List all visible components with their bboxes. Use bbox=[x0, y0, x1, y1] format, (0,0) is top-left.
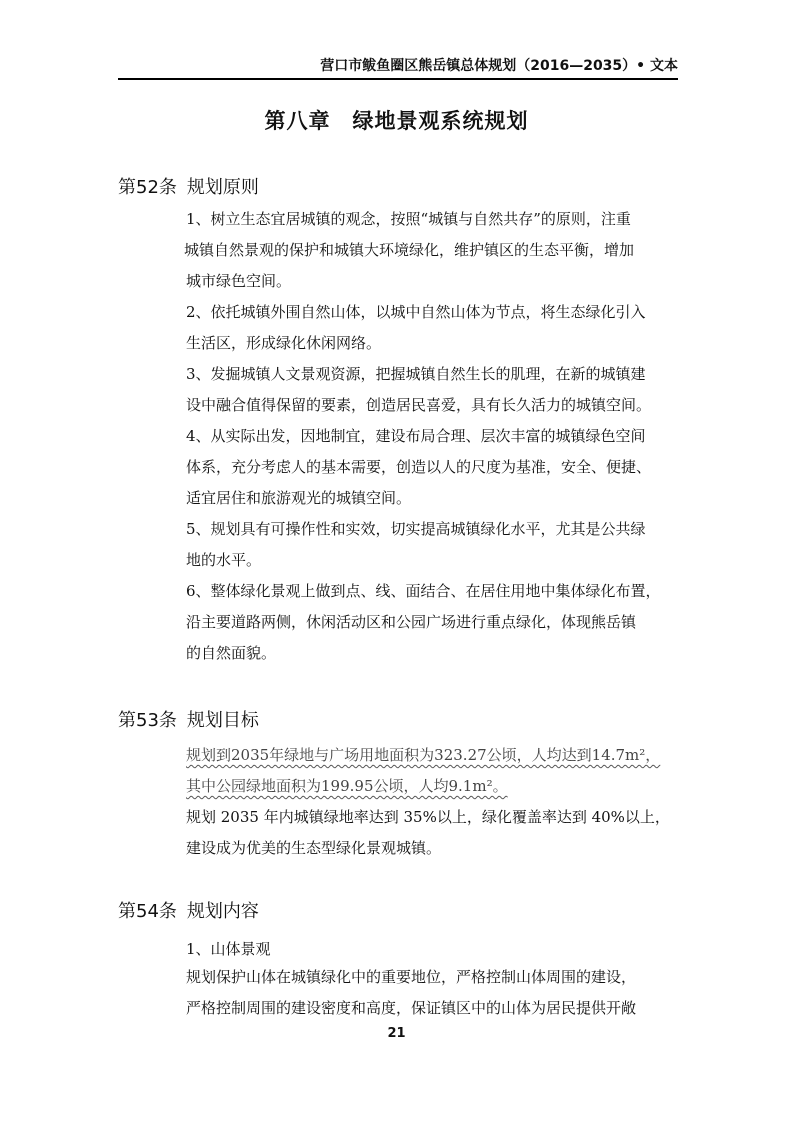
principles-text bbox=[186, 204, 674, 669]
paragraph-line: 6、整体绿化景观上做到点、线、面结合、在居住用地中集体绿化布置， bbox=[186, 582, 661, 600]
header-title: 营口市鲅鱼圈区熊岳镇总体规划（2016—2035）• 文本 bbox=[320, 58, 678, 74]
section-number: 第54条 bbox=[118, 901, 177, 922]
content-line: 规划保护山体在城镇绿化中的重要地位，严格控制山体周围的建设， bbox=[186, 968, 637, 986]
section-heading-54 bbox=[118, 897, 259, 923]
section-title: 规划目标 bbox=[186, 710, 259, 731]
paragraph-line: 3、发掘城镇人文景观资源，把握城镇自然生长的肌理，在新的城镇建 bbox=[186, 365, 646, 383]
paragraph-line: 的自然面貌。 bbox=[186, 644, 277, 662]
paragraph-line: 1、树立生态宜居城镇的观念，按照“城镇与自然共存”的原则，注重 bbox=[186, 210, 631, 228]
section-number: 第53条 bbox=[118, 710, 177, 731]
goal-line-underlined: 其中公园绿地面积为199.95公顷，人均9.1m²。 bbox=[186, 777, 508, 795]
content-text bbox=[186, 962, 674, 1024]
paragraph-line: 适宜居住和旅游观光的城镇空间。 bbox=[186, 489, 412, 507]
goal-line: 建设成为优美的生态型绿化景观城镇。 bbox=[186, 839, 442, 857]
paragraph-line: 城市绿色空间。 bbox=[186, 272, 292, 290]
chapter-number: 第八章 bbox=[264, 109, 331, 133]
paragraph-line: 地的水平。 bbox=[186, 551, 262, 569]
item-label: 1、山体景观 bbox=[186, 940, 271, 958]
page-header bbox=[118, 52, 678, 80]
goals-text bbox=[186, 740, 674, 864]
section-title: 规划原则 bbox=[186, 177, 259, 198]
section-heading-52 bbox=[118, 173, 259, 199]
paragraph-line: 设中融合值得保留的要素，创造居民喜爱，具有长久活力的城镇空间。 bbox=[186, 396, 652, 414]
paragraph-line: 城镇自然景观的保护和城镇大环境绿化，维护镇区的生态平衡，增加 bbox=[184, 241, 635, 259]
paragraph-line: 体系，充分考虑人的基本需要，创造以人的尺度为基准，安全、便捷、 bbox=[186, 458, 652, 476]
goal-line-underlined: 规划到2035年绿地与广场用地面积为323.27公顷，人均达到14.7m²， bbox=[186, 746, 661, 764]
paragraph-line: 2、依托城镇外围自然山体，以城中自然山体为节点，将生态绿化引入 bbox=[186, 303, 646, 321]
section-title: 规划内容 bbox=[186, 901, 259, 922]
goal-line: 规划 2035 年内城镇绿地率达到 35%以上，绿化覆盖率达到 40%以上， bbox=[186, 808, 670, 826]
section-heading-53 bbox=[118, 706, 259, 732]
paragraph-line: 沿主要道路两侧，休闲活动区和公园广场进行重点绿化，体现熊岳镇 bbox=[186, 613, 637, 631]
section-number: 第52条 bbox=[118, 177, 177, 198]
chapter-name: 绿地景观系统规划 bbox=[352, 109, 529, 133]
page-number: 21 bbox=[387, 1026, 406, 1041]
paragraph-line: 5、规划具有可操作性和实效，切实提高城镇绿化水平，尤其是公共绿 bbox=[186, 520, 646, 538]
paragraph-line: 生活区，形成绿化休闲网络。 bbox=[186, 334, 382, 352]
paragraph-line: 4、从实际出发，因地制宜，建设布局合理、层次丰富的城镇绿色空间 bbox=[186, 427, 646, 445]
chapter-title bbox=[0, 105, 793, 135]
content-line: 严格控制周围的建设密度和高度，保证镇区中的山体为居民提供开敞 bbox=[186, 999, 637, 1017]
